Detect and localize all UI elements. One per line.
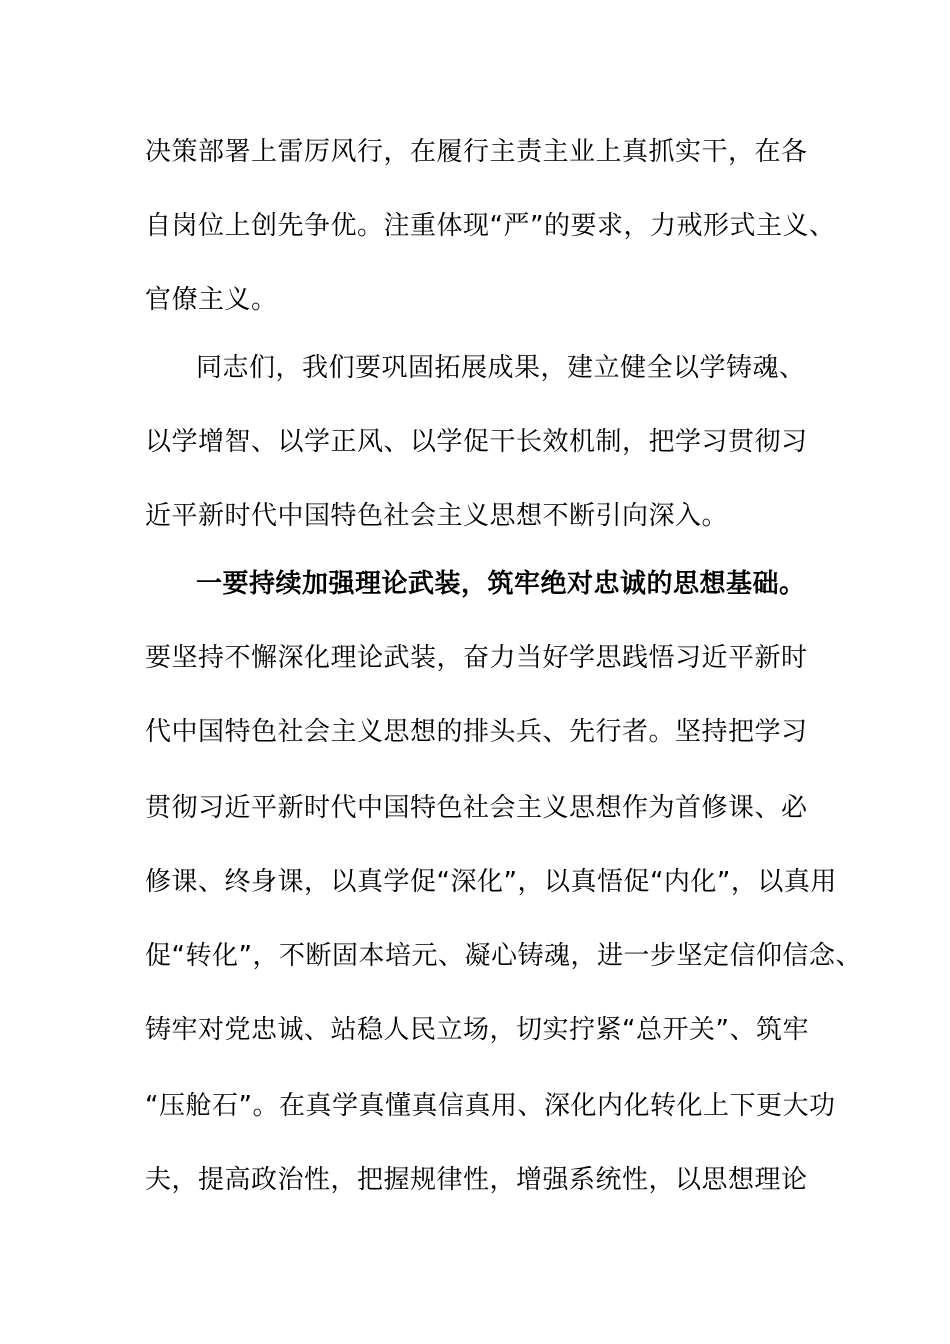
text-line: 铸牢对党忠诚、站稳人民立场，切实拧紧“总开关”、筑牢 [145,1015,809,1045]
text-line: 代中国特色社会主义思想的排头兵、先行者。坚持把学习 [145,717,808,747]
text-line: 贯彻习近平新时代中国特色社会主义思想作为首修课、必 [145,793,808,823]
text-line: 促“转化”，不断固本培元、凝心铸魂，进一步坚定信仰信念、 [145,941,862,971]
text-line: 官僚主义。 [145,285,278,315]
text-line: “压舱石”。在真学真懂真信真用、深化内化转化上下更大功 [145,1091,836,1121]
text-line: 夫，提高政治性，把握规律性，增强系统性，以思想理论 [145,1165,808,1195]
text-line: 近平新时代中国特色社会主义思想不断引向深入。 [145,501,729,531]
text-line: 自岗位上创先争优。注重体现“严”的要求，力戒形式主义、 [145,211,836,241]
text-line: 要坚持不懈深化理论武装，奋力当好学思践悟习近平新时 [145,643,808,673]
text-line: 决策部署上雷厉风行，在履行主责主业上真抓实干，在各 [145,137,808,167]
section-heading: 一要持续加强理论武装，筑牢绝对忠诚的思想基础。 [196,569,806,599]
text-line: 修课、终身课，以真学促“深化”，以真悟促“内化”，以真用 [145,867,837,897]
text-line: 以学增智、以学正风、以学促干长效机制，把学习贯彻习 [145,427,808,457]
paragraph-start-line: 同志们，我们要巩固拓展成果，建立健全以学铸魂、 [196,353,806,383]
